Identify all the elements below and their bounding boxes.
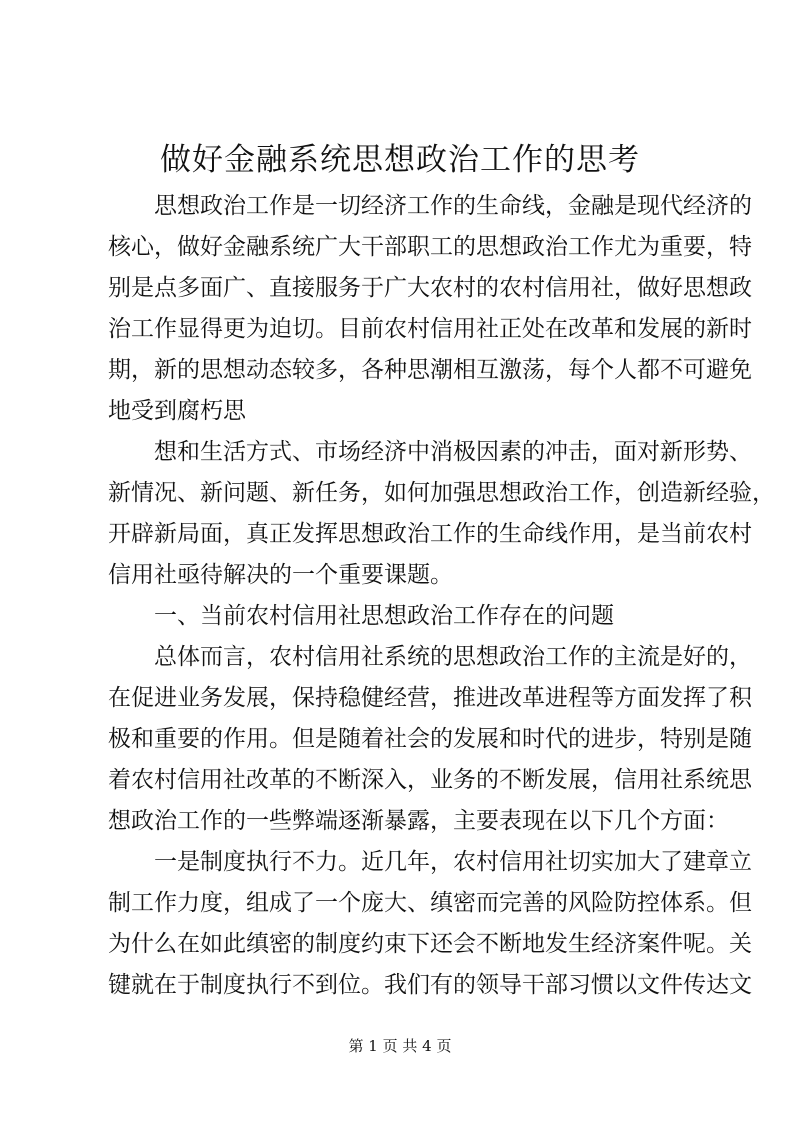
body-line: 一是制度执行不力。近几年，农村信用社切实加大了建章立 (154, 849, 752, 875)
body-line: 治工作显得更为迫切。目前农村信用社正处在改革和发展的新时 (108, 316, 752, 342)
body-line: 键就在于制度执行不到位。我们有的领导干部习惯以文件传达文 (108, 972, 752, 998)
section-heading: 一、当前农村信用社思想政治工作存在的问题 (154, 603, 614, 629)
document-title: 做好金融系统思想政治工作的思考 (160, 142, 640, 178)
body-line: 别是点多面广、直接服务于广大农村的农村信用社，做好思想政 (108, 275, 752, 301)
body-line: 在促进业务发展，保持稳健经营，推进改革进程等方面发挥了积 (108, 685, 752, 711)
body-line: 地受到腐朽思 (108, 398, 246, 424)
body-line: 信用社亟待解决的一个重要课题。 (108, 562, 453, 588)
body-line: 新情况、新问题、新任务，如何加强思想政治工作，创造新经验， (108, 480, 775, 506)
body-line: 制工作力度，组成了一个庞大、缜密而完善的风险防控体系。但 (108, 890, 752, 916)
body-line: 为什么在如此缜密的制度约束下还会不断地发生经济案件呢。关 (108, 931, 752, 957)
page-footer: 第 1 页 共 4 页 (348, 1037, 452, 1055)
body-line: 总体而言，农村信用社系统的思想政治工作的主流是好的， (154, 644, 752, 670)
body-line: 极和重要的作用。但是随着社会的发展和时代的进步，特别是随 (108, 726, 752, 752)
body-line: 想政治工作的一些弊端逐渐暴露，主要表现在以下几个方面： (108, 808, 729, 834)
document-body (108, 186, 775, 1006)
body-line: 核心，做好金融系统广大干部职工的思想政治工作尤为重要，特 (108, 234, 752, 260)
body-line: 想和生活方式、市场经济中消极因素的冲击，面对新形势、 (154, 439, 752, 465)
body-line: 开辟新局面，真正发挥思想政治工作的生命线作用，是当前农村 (108, 521, 752, 547)
body-line: 思想政治工作是一切经济工作的生命线，金融是现代经济的 (154, 193, 752, 219)
body-line: 期，新的思想动态较多，各种思潮相互激荡，每个人都不可避免 (108, 357, 752, 383)
body-line: 着农村信用社改革的不断深入，业务的不断发展，信用社系统思 (108, 767, 752, 793)
